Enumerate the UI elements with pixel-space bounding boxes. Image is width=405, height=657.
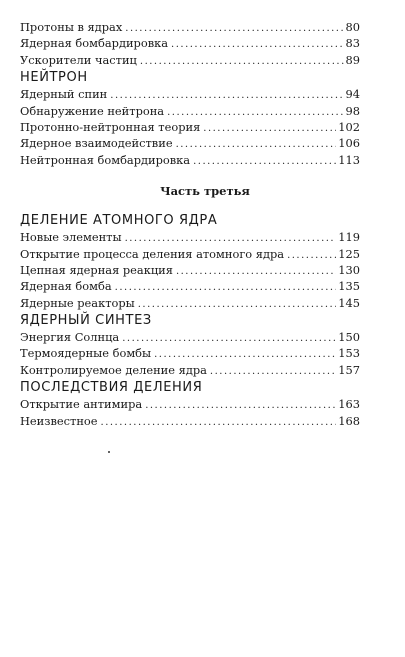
toc-entry-title: Ядерное взаимодействие [20, 136, 173, 151]
toc-entry-page: 80 [345, 20, 360, 34]
toc-entry-page: 157 [338, 362, 360, 377]
dot-leader [171, 37, 343, 53]
toc-entry [20, 19, 360, 35]
toc-entry-title: Цепная ядерная реакция [20, 262, 173, 277]
toc-entry-page: 130 [338, 262, 360, 277]
section-heading-fission: ДЕЛЕНИЕ АТОМНОГО ЯДРА [20, 213, 218, 229]
toc-entry-title: Ядерные реакторы [20, 295, 135, 310]
dot-leader [145, 398, 336, 414]
part-title: Часть третья [160, 184, 250, 199]
toc-entry-page: 83 [345, 36, 360, 51]
toc-group-top [20, 19, 360, 68]
toc-entry [20, 329, 360, 345]
toc-entry-page: 135 [338, 279, 360, 294]
dot-leader [138, 297, 337, 313]
table-of-contents [20, 19, 360, 429]
toc-entry-title: Контролируемое деление ядра [20, 362, 207, 377]
toc-entry [20, 362, 360, 378]
toc-entry [20, 35, 360, 51]
toc-group-consequences [20, 396, 360, 429]
toc-entry [20, 413, 360, 429]
toc-entry-title: Ядерный спин [20, 87, 108, 102]
toc-entry-title: Протоны в ядрах [20, 20, 123, 34]
toc-entry-title: Неизвестное [20, 413, 98, 428]
toc-entry-title: Открытие процесса деления атомного ядра [20, 246, 285, 261]
section-heading-synthesis: ЯДЕРНЫЙ СИНТЕЗ [20, 313, 152, 329]
toc-entry-title: Ядерная бомбардировка [20, 36, 169, 51]
toc-entry [20, 86, 360, 102]
toc-entry-page: 145 [338, 295, 360, 310]
toc-entry [20, 295, 360, 311]
dot-leader [101, 415, 337, 431]
toc-entry [20, 103, 360, 119]
toc-entry-title: Энергия Солнца [20, 330, 120, 345]
dot-leader [176, 137, 337, 153]
toc-entry-page: 102 [338, 119, 360, 134]
toc-entry-page: 98 [345, 103, 360, 118]
toc-entry [20, 135, 360, 151]
toc-entry-title: Термоядерные бомбы [20, 346, 152, 361]
toc-entry [20, 52, 360, 68]
toc-group-synthesis [20, 329, 360, 378]
toc-entry [20, 229, 360, 245]
print-speck [108, 451, 110, 453]
toc-group-neutron [20, 86, 360, 168]
toc-entry-title: Протонно-нейтронная теория [20, 119, 201, 134]
dot-leader [210, 364, 336, 380]
dot-leader [176, 264, 336, 280]
toc-entry-page: 113 [338, 152, 360, 167]
dot-leader [193, 154, 336, 170]
dot-leader [203, 121, 336, 137]
toc-entry [20, 262, 360, 278]
toc-entry-page: 163 [338, 397, 360, 412]
toc-entry-page: 125 [338, 246, 360, 261]
toc-entry-page: 168 [338, 413, 360, 428]
toc-entry [20, 278, 360, 294]
toc-entry [20, 345, 360, 361]
toc-entry-title: Открытие антимира [20, 397, 143, 412]
section-heading-neutron: НЕЙТРОН [20, 70, 88, 86]
toc-entry-title: Ускорители частиц [20, 52, 137, 67]
toc-group-fission [20, 229, 360, 311]
section-heading-consequences: ПОСЛЕДСТВИЯ ДЕЛЕНИЯ [20, 380, 203, 396]
toc-entry-title: Ядерная бомба [20, 279, 112, 294]
toc-entry-title: Обнаружение нейтрона [20, 103, 165, 118]
dot-leader [287, 248, 336, 264]
dot-leader [122, 331, 336, 347]
toc-entry [20, 119, 360, 135]
toc-entry-page: 89 [345, 52, 360, 67]
toc-entry-page: 94 [345, 87, 360, 102]
toc-entry [20, 152, 360, 168]
toc-entry-page: 153 [338, 346, 360, 361]
toc-entry-page: 106 [338, 136, 360, 151]
dot-leader [140, 54, 344, 70]
dot-leader [115, 280, 337, 296]
toc-entry-page: 119 [338, 230, 360, 245]
toc-entry-title: Нейтронная бомбардировка [20, 152, 191, 167]
toc-entry-title: Новые элементы [20, 230, 122, 245]
toc-entry [20, 246, 360, 262]
toc-entry-page: 150 [338, 330, 360, 345]
toc-entry [20, 396, 360, 412]
